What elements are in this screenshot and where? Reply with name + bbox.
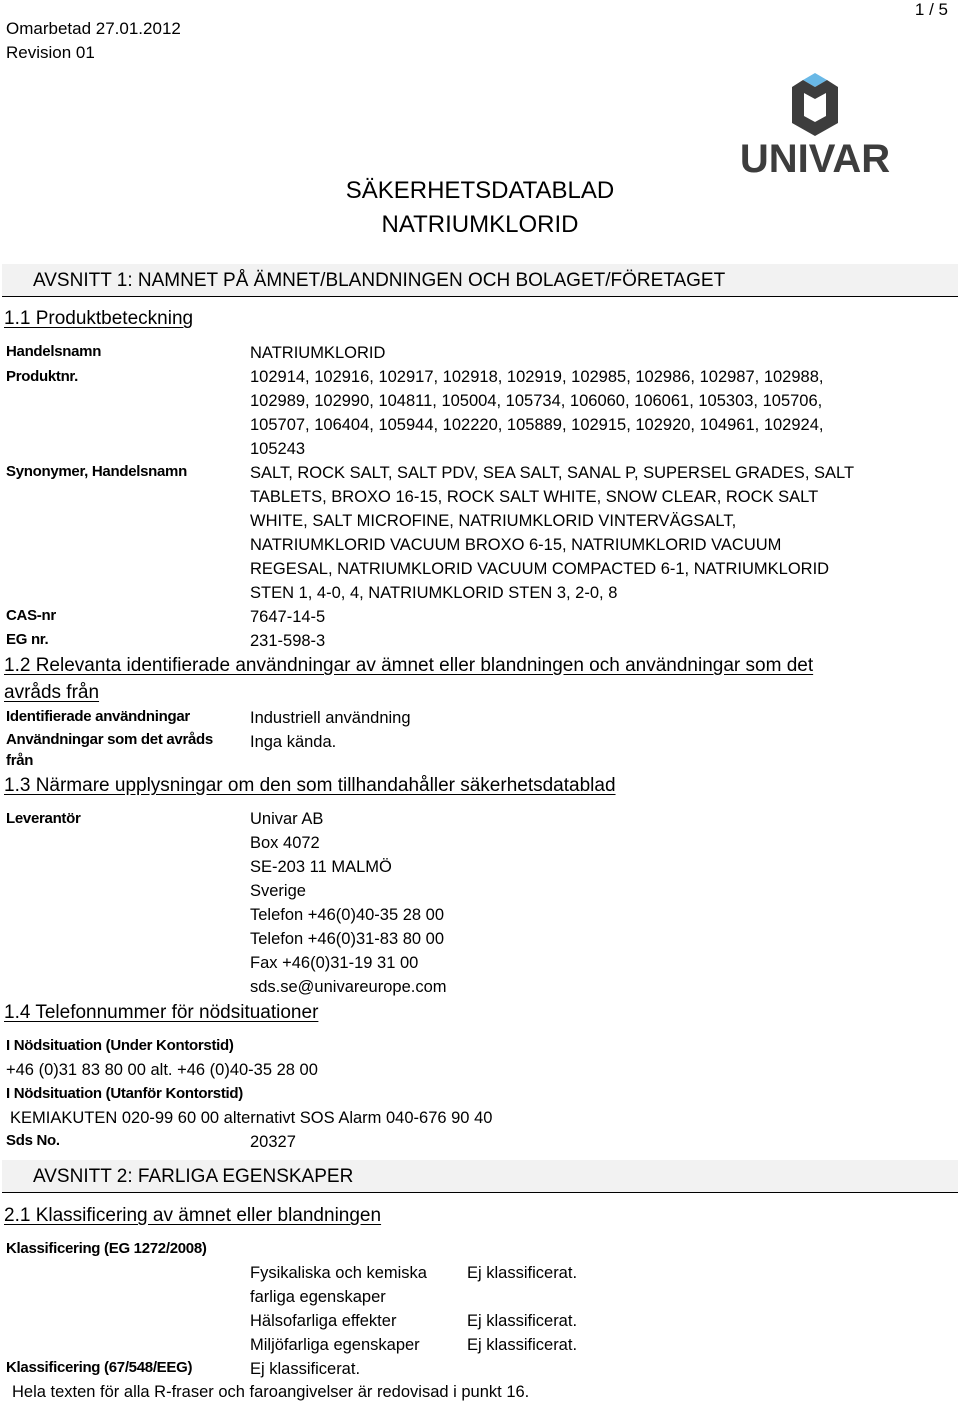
identified-uses-value: Industriell användning — [250, 709, 411, 727]
synonyms-list — [250, 461, 854, 605]
classification-row-value — [467, 1285, 577, 1309]
supplier-line: Telefon +46(0)31-83 80 00 — [250, 930, 445, 948]
classification-row-label: Hälsofarliga effekter — [250, 1312, 397, 1330]
synonyms-label: Synonymer, Handelsnamn — [6, 463, 187, 480]
section-1-header — [2, 264, 958, 297]
class-67-value: Ej klassificerat. — [250, 1360, 361, 1378]
supplier-line: Fax +46(0)31-19 31 00 — [250, 954, 419, 972]
sds-value: 20327 — [250, 1133, 296, 1151]
footer-note: Hela texten för alla R-fraser och faroangivelser är redovisad i punkt 16. — [12, 1383, 530, 1401]
synonyms-line: WHITE, SALT MICROFINE, NATRIUMKLORID VINTERVÄGSALT, — [250, 512, 737, 530]
revision-number: Revision 01 — [6, 43, 95, 62]
subsection-1-1: 1.1 Produktbeteckning — [4, 308, 194, 329]
product-title: NATRIUMKLORID — [381, 211, 579, 238]
univar-logo — [725, 60, 905, 180]
classification-row-value: Ej klassificerat. — [467, 1264, 578, 1282]
class-67-label: Klassificering (67/548/EEG) — [6, 1359, 193, 1376]
sds-label: Sds No. — [6, 1132, 60, 1149]
supplier-line: Univar AB — [250, 810, 324, 828]
subsection-1-2-cont: avråds från — [4, 682, 100, 703]
product-no-line: 105243 — [250, 440, 306, 458]
eg-label: EG nr. — [6, 631, 49, 648]
supplier-line: SE-203 11 MALMÖ — [250, 858, 392, 876]
section-1-heading: AVSNITT 1: NAMNET PÅ ÄMNET/BLANDNINGEN OCH BOLAGET/FÖRETAGET — [33, 270, 726, 291]
synonyms-line: REGESAL, NATRIUMKLORID VACUUM COMPACTED 6-1, NATRIUMKLORID — [250, 560, 830, 578]
class-eg-label: Klassificering (EG 1272/2008) — [6, 1240, 207, 1257]
supplier-line: Sverige — [250, 882, 306, 900]
product-no-label: Produktnr. — [6, 368, 79, 385]
emergency-office-label: I Nödsituation (Under Kontorstid) — [6, 1037, 234, 1054]
advised-against-label-line: Användningar som det avråds — [6, 731, 213, 748]
advised-against-value: Inga kända. — [250, 733, 337, 751]
univar-logo-icon — [725, 60, 905, 180]
trade-name-label: Handelsnamn — [6, 343, 102, 360]
classification-labels — [250, 1261, 427, 1357]
emergency-after-label: I Nödsituation (Utanför Kontorstid) — [6, 1085, 243, 1102]
emergency-office-value: +46 (0)31 83 80 00 alt. +46 (0)40-35 28 00 — [6, 1061, 318, 1079]
subsection-1-2: 1.2 Relevanta identifierade användningar av ämnet eller blandningen och användningar som det — [4, 655, 814, 676]
cas-value: 7647-14-5 — [250, 608, 326, 626]
cas-label: CAS-nr — [6, 607, 56, 624]
subsection-2-1: 2.1 Klassificering av ämnet eller blandningen — [4, 1205, 382, 1226]
eg-value: 231-598-3 — [250, 632, 326, 650]
section-2-header — [2, 1160, 958, 1193]
supplier-line: Telefon +46(0)40-35 28 00 — [250, 906, 445, 924]
section-2-heading: AVSNITT 2: FARLIGA EGENSKAPER — [33, 1166, 354, 1187]
subsection-1-4: 1.4 Telefonnummer för nödsituationer — [4, 1002, 319, 1023]
document-title: SÄKERHETSDATABLAD — [345, 177, 615, 204]
product-no-list — [250, 365, 823, 461]
synonyms-line: NATRIUMKLORID VACUUM BROXO 6-15, NATRIUMKLORID VACUUM — [250, 536, 782, 554]
supplier-label: Leverantör — [6, 810, 81, 827]
product-no-line: 102914, 102916, 102917, 102918, 102919, 102985, 102986, 102987, 102988, — [250, 368, 824, 386]
classification-values — [467, 1261, 577, 1357]
classification-row-label: farliga egenskaper — [250, 1288, 386, 1306]
product-no-line: 105707, 106404, 105944, 102220, 105889, 102915, 102920, 104961, 102924, — [250, 416, 824, 434]
advised-against-label-line: från — [6, 752, 34, 769]
classification-row-value: Ej klassificerat. — [467, 1336, 578, 1354]
supplier-address — [250, 807, 447, 999]
revision-date: Omarbetad 27.01.2012 — [6, 19, 181, 38]
emergency-after-value: KEMIAKUTEN 020-99 60 00 alternativt SOS Alarm 040-676 90 40 — [10, 1109, 493, 1127]
subsection-1-3: 1.3 Närmare upplysningar om den som tillhandahåller säkerhetsdatablad — [4, 775, 616, 796]
classification-row-value: Ej klassificerat. — [467, 1312, 578, 1330]
synonyms-line: STEN 1, 4-0, 4, NATRIUMKLORID STEN 3, 2-0, 8 — [250, 584, 618, 602]
product-no-line: 102989, 102990, 104811, 105004, 105734, 106060, 106061, 105303, 105706, — [250, 392, 823, 410]
advised-against-label — [6, 729, 213, 771]
classification-row-label: Miljöfarliga egenskaper — [250, 1336, 420, 1354]
trade-name-value: NATRIUMKLORID — [250, 344, 386, 362]
page-number: 1 / 5 — [914, 0, 948, 19]
classification-row-label: Fysikaliska och kemiska — [250, 1264, 427, 1282]
supplier-email[interactable]: sds.se@univareurope.com — [250, 978, 447, 996]
identified-uses-label: Identifierade användningar — [6, 708, 190, 725]
supplier-line: Box 4072 — [250, 834, 320, 852]
synonyms-line: SALT, ROCK SALT, SALT PDV, SEA SALT, SANAL P, SUPERSEL GRADES, SALT — [250, 464, 855, 482]
univar-wordmark: UNIVAR — [739, 137, 891, 180]
synonyms-line: TABLETS, BROXO 16-15, ROCK SALT WHITE, SNOW CLEAR, ROCK SALT — [250, 488, 819, 506]
